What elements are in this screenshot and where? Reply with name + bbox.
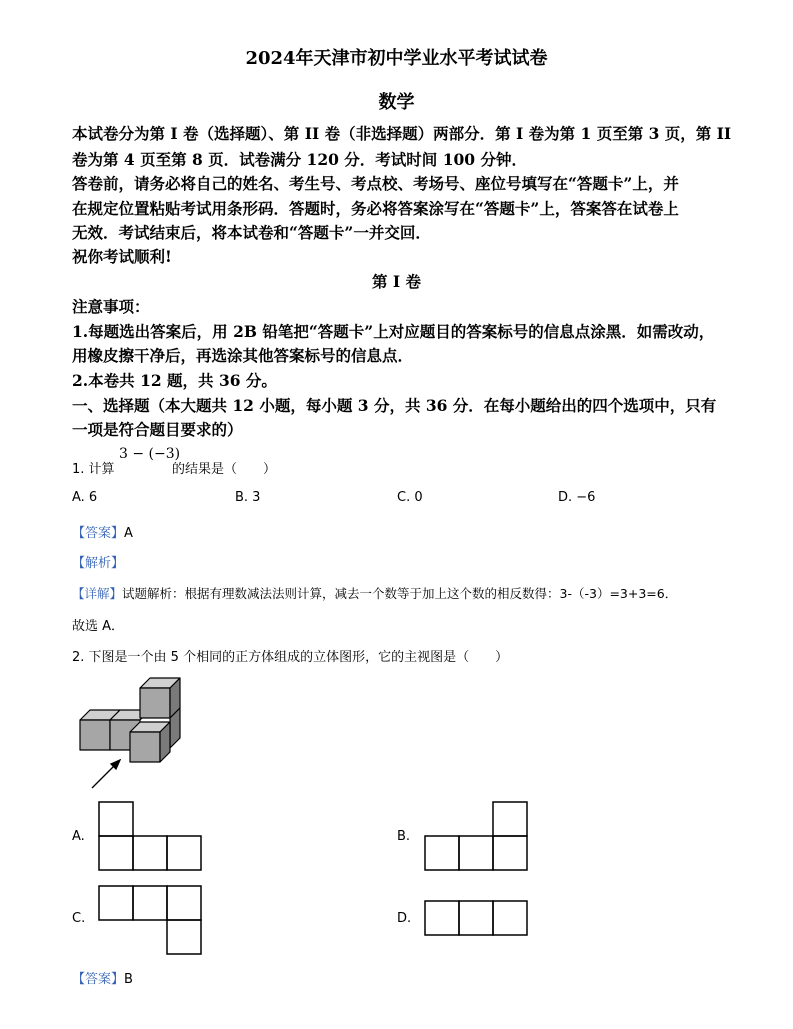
q2-answer-row <box>72 968 133 987</box>
q1-answer-tag: 【答案】 <box>72 526 125 541</box>
q1-option-b: B. 3 <box>235 490 261 505</box>
view-direction-arrow <box>92 760 120 788</box>
q2-option-d-label: D. <box>397 911 412 926</box>
q2-option-b-label: B. <box>397 829 411 844</box>
option-a-figure <box>99 802 201 870</box>
intro-line-6: 祝你考试顺利! <box>72 247 172 266</box>
q1-suffix: 的结果是（ ） <box>172 462 277 477</box>
part-title-line-2: 一项是符合题目要求的） <box>72 420 243 439</box>
exam-title: 2024年天津市初中学业水平考试试卷 <box>245 48 548 69</box>
option-b-figure <box>425 802 527 870</box>
note-line-2: 用橡皮擦干净后，再选涂其他答案标号的信息点． <box>72 346 414 365</box>
cube-solid-figure <box>80 678 180 762</box>
cube-front-face <box>140 688 170 718</box>
intro-line-5: 无效．考试结束后，将本试卷和“答题卡”一并交回． <box>72 223 431 242</box>
intro-line-2: 卷为第 4 页至第 8 页．试卷满分 120 分．考试时间 100 分钟． <box>72 150 527 169</box>
notes-title: 注意事项： <box>72 297 150 316</box>
q1-conclusion: 故选 A． <box>72 619 125 634</box>
intro-line-4: 在规定位置粘贴考试用条形码．答题时，务必将答案涂写在“答题卡”上，答案答在试卷上 <box>72 199 679 218</box>
option-d-figure <box>425 901 527 935</box>
q2-option-c-label: C. <box>72 911 86 926</box>
q1-option-a: A. 6 <box>72 490 98 505</box>
q1-analysis-tag: 【解析】 <box>72 556 125 571</box>
intro-line-3: 答卷前，请务必将自己的姓名、考生号、考点校、考场号、座位号填写在“答题卡”上，并 <box>72 174 679 193</box>
subject-title: 数学 <box>378 92 415 113</box>
q1-detail: 试题解析：根据有理数减法法则计算，减去一个数等于加上这个数的相反数得：3-（-3）=3+3=6． <box>122 586 678 601</box>
section-heading: 第 I 卷 <box>371 272 422 291</box>
q2-option-a-label: A. <box>72 829 85 844</box>
q1-prefix: 1. 计算 <box>72 462 115 477</box>
intro-line-1: 本试卷分为第 I 卷（选择题）、第 II 卷（非选择题）两部分．第 I 卷为第 1 页至第 3 页，第 II <box>72 124 732 143</box>
cube-front-face <box>80 720 110 750</box>
q2-answer-tag: 【答案】 <box>72 972 125 987</box>
part-title-line-1: 一、选择题（本大题共 12 小题，每小题 3 分，共 36 分．在每小题给出的四个选项中，只有 <box>72 396 717 415</box>
q2-answer: B <box>124 972 133 987</box>
q1-option-c: C. 0 <box>397 490 423 505</box>
note-line-3: 2.本卷共 12 题，共 36 分。 <box>72 371 277 390</box>
cube-front-face <box>130 732 160 762</box>
q1-expression: 3 − (−3) <box>119 446 181 462</box>
q1-answer: A <box>124 526 133 541</box>
q2-stem: 2. 下图是一个由 5 个相同的正方体组成的立体图形，它的主视图是（ ） <box>72 650 509 665</box>
q1-option-d: D. −6 <box>558 490 596 505</box>
option-c-figure <box>99 886 201 954</box>
note-line-1: 1.每题选出答案后，用 2B 铅笔把“答题卡”上对应题目的答案标号的信息点涂黑．如需改动， <box>72 322 715 341</box>
q1-detail-tag: 【详解】 <box>72 586 123 601</box>
